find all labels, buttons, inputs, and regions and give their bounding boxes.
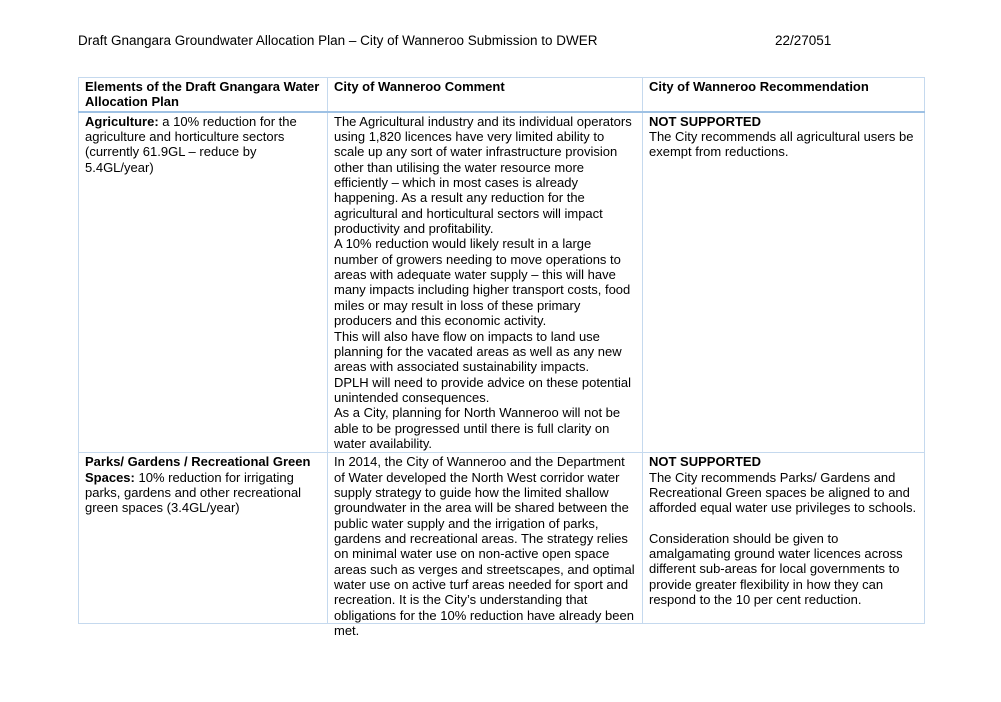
recommendation-text: The City recommends all agricultural users be exempt from reductions. [649,129,914,160]
table-row-agriculture [79,112,925,453]
document-title: Draft Gnangara Groundwater Allocation Plan – City of Wanneroo Submission to DWER [78,33,598,48]
comment-paragraph: As a City, planning for North Wanneroo will not be able to be progressed until there is full clarity on water availability. [334,405,621,451]
recommendation-status: NOT SUPPORTED [649,454,761,470]
recommendation-cell [643,453,925,624]
submission-table [78,77,925,639]
comment-paragraph: This will also have flow on impacts to land use planning for the vacated areas as well as any new areas with associated sustainability impacts. [334,328,622,375]
column-header-elements: Elements of the Draft Gnangara Water Allocation Plan [79,78,328,112]
comment-paragraph: A 10% reduction would likely result in a large number of growers needing to move operations to areas with adequate water supply – this will have many impacts including higher transport costs, food miles or may result in loss of these primary producers and this economic activity. [334,236,631,329]
comment-cell [328,453,643,639]
element-title: Agriculture: [85,113,159,129]
table-header-row [79,78,925,112]
table-row-parks [79,453,925,624]
comment-paragraph: DPLH will need to provide advice on these potential unintended consequences. [334,374,632,405]
element-cell [79,453,328,624]
element-cell [79,112,328,453]
column-header-comment: City of Wanneroo Comment [328,78,643,112]
recommendation-status: NOT SUPPORTED [649,113,761,129]
element-title: Parks/ Gardens / Recreational Green Spaces: [85,454,311,485]
element-description: a 10% reduction for the agriculture and horticulture sectors (currently 61.9GL – reduce by 5.4GL/year) [85,113,297,175]
document-reference: 22/27051 [775,33,832,48]
comment-paragraph: The Agricultural industry and its individual operators using 1,820 licences have very limited ability to scale up any sort of water infrastructure provision other than utilising the water resource more efficiently – which in most cases is already happening. As a result any reduction for the agricultural and horticultural sectors will impact productivity and profitability. [334,113,632,237]
comment-paragraph: In 2014, the City of Wanneroo and the Department of Water developed the North West corridor water supply strategy to guide how the limited shallow groundwater in the area will be shared between the public water supply and the irrigation of parks, gardens and recreational areas. The strategy relies on minimal water use on non-active open space areas such as verges and streetscapes, and optimal water use on active turf areas needed for sport and recreation. It is the City’s understanding that obligations for the 10% reduction have already been met. [334,454,635,639]
recommendation-cell [643,112,925,453]
element-description: 10% reduction for irrigating parks, gardens and other recreational green spaces (3.4GL/year) [85,469,302,516]
recommendation-text: Consideration should be given to amalgamating ground water licences across different sub-areas for local governments to provide greater flexibility in how they can respond to the 10 per cent reduction. [649,530,903,607]
recommendation-text: The City recommends Parks/ Gardens and Recreational Green spaces be aligned to and afforded equal water use privileges to schools. [649,469,917,516]
column-header-recommendation: City of Wanneroo Recommendation [643,78,925,112]
comment-cell [328,112,643,453]
